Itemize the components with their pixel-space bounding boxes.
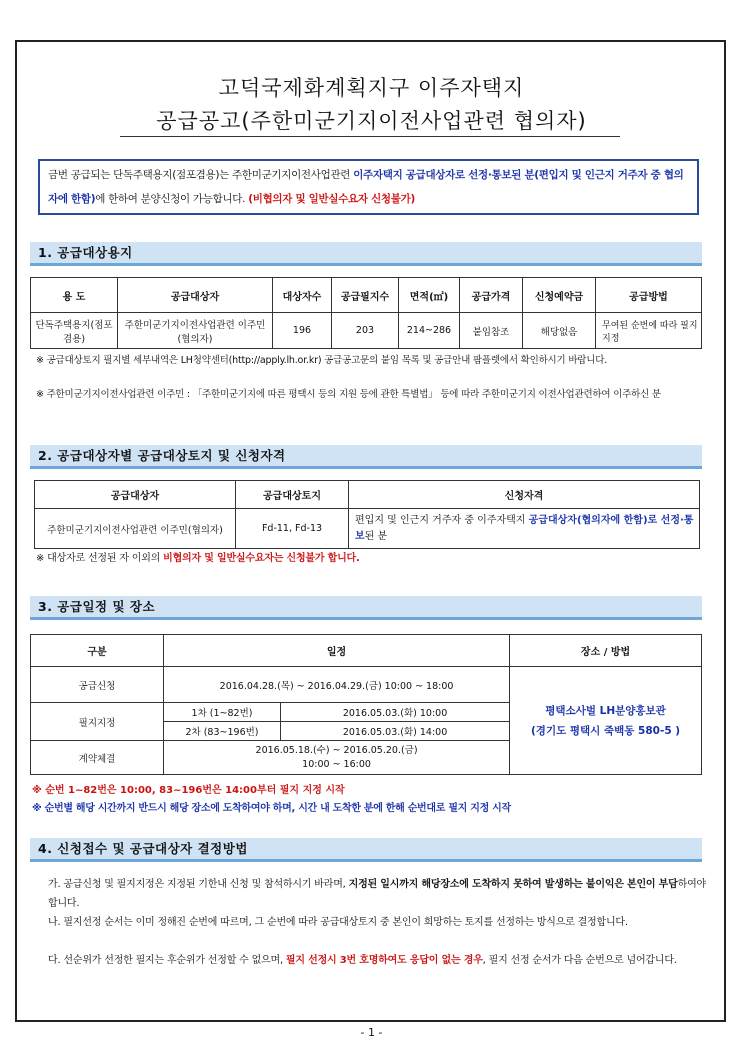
cell-contract-label: 계약체결	[31, 741, 164, 775]
table-header: 대상자수	[273, 278, 332, 313]
cell-deposit: 해당없음	[523, 313, 596, 349]
cell-area: 214~286	[399, 313, 460, 349]
cell-lot-date-1: 2016.05.03.(화) 10:00	[281, 703, 510, 722]
da-red: 필지 선정시 3번 호명하여도 응답이 없는 경우	[285, 955, 483, 966]
page-number: - 1 -	[360, 1026, 383, 1039]
table-row	[31, 313, 702, 349]
section-3-heading: 3. 공급일정 및 장소	[30, 596, 702, 620]
cell-price: 붙임참조	[460, 313, 523, 349]
notice-restriction: (비협의자 및 일반실수요자 신청불가)	[248, 193, 415, 205]
notice-box	[38, 159, 699, 215]
ga-suffix: 하여야 합니다.	[48, 879, 706, 909]
alert-lot-times: ※ 순번 1~82번은 10:00, 83~196번은 14:00부터 필지 지정 시작	[32, 785, 345, 796]
title-line-1: 고덕국제화계획지구 이주자택지	[218, 76, 525, 100]
da-suffix: , 필지 선정 순서가 다음 순번으로 넘어갑니다.	[482, 955, 677, 966]
table-header: 공급대상자	[35, 481, 236, 509]
alert-arrival: ※ 순번별 해당 시간까지 반드시 해당 장소에 도착하여야 하며, 시간 내 도착한 분에 한해 순번대로 필지 지정 시작	[32, 803, 511, 814]
cell-qualification	[349, 509, 700, 549]
title-line-2: 공급공고(주한미군기지이전사업관련 협의자)	[156, 109, 587, 133]
ga-text: 가. 공급신청 및 필지지정은 지정된 기한내 신청 및 참석하시기 바라며,	[48, 879, 349, 890]
place-address: (경기도 평택시 죽백동 580-5 )	[531, 724, 681, 737]
cell-use: 단독주택용지(점포겸용)	[31, 313, 118, 349]
title-underline	[120, 136, 620, 137]
note-relocatee-definition: ※ 주한미군기지이전사업관련 이주민 : 「주한미군기지에 따른 평택시 등의 지원 등에 관한 특별법」 등에 따라 주한미군기지 이전사업관련하여 이주하신 분	[36, 389, 661, 400]
notice-text: 금번 공급되는 단독주택용지(점포겸용)는 주한미군기지이전사업관련	[48, 169, 354, 181]
table-row	[31, 667, 702, 703]
notice-eligibility: 이주자택지 공급대상자로 선정·통보된 분(편입지 및 인근지 거주자 중 협의자에 한함)	[48, 169, 684, 205]
da-text: 다. 선순위가 선정한 필지는 후순위가 선정할 수 없으며,	[48, 955, 286, 966]
contract-date-range: 2016.05.18.(수) ~ 2016.05.20.(금)	[255, 744, 418, 756]
note-restriction-red: 비협의자 및 일반실수요자는 신청불가 합니다.	[163, 553, 360, 564]
cell-count: 196	[273, 313, 332, 349]
table-header: 용 도	[31, 278, 118, 313]
cell-apply-date: 2016.04.28.(목) ~ 2016.04.29.(금) 10:00 ~ 18:00	[164, 667, 510, 703]
table-header: 구분	[31, 635, 164, 667]
paragraph-na: 나. 필지선정 순서는 이미 정해진 순번에 따르며, 그 순번에 따라 공급대상토지 중 본인이 희망하는 토지를 선정하는 방식으로 결정합니다.	[48, 917, 628, 928]
place-name: 평택소사벌 LH분양홍보관	[545, 704, 666, 717]
section-4-heading: 4. 신청접수 및 공급대상자 결정방법	[30, 838, 702, 862]
cell-place	[510, 667, 702, 775]
table-header-row	[31, 635, 702, 667]
cell-lot-date-2: 2016.05.03.(화) 14:00	[281, 722, 510, 741]
table-header: 신청예약금	[523, 278, 596, 313]
cell-lot-round-2: 2차 (83~196번)	[164, 722, 281, 741]
cell-lot-round-1: 1차 (1~82번)	[164, 703, 281, 722]
cell-lots: 203	[332, 313, 399, 349]
section-1-heading: 1. 공급대상용지	[30, 242, 702, 266]
note-lot-details: ※ 공급대상토지 필지별 세부내역은 LH청약센터(http://apply.lh.or.kr) 공급공고문의 붙임 목록 및 공급안내 팜플렛에서 확인하시기 바랍니다.	[36, 355, 608, 366]
notice-text-2: 에 한하여 분양신청이 가능합니다.	[95, 193, 249, 205]
qualification-highlight: 공급대상자(협의자에 한함)로 선정·통보	[355, 514, 694, 542]
cell-lot-label: 필지지정	[31, 703, 164, 741]
cell-apply-label: 공급신청	[31, 667, 164, 703]
note-restriction	[36, 551, 704, 567]
table-header: 공급가격	[460, 278, 523, 313]
eligibility-table	[34, 480, 700, 549]
ga-bold: 지정된 일시까지 해당장소에 도착하지 못하여 발생하는 불이익은 본인이 부담	[348, 879, 678, 890]
table-header-row	[35, 481, 700, 509]
table-header: 면적(㎡)	[399, 278, 460, 313]
section-2-heading: 2. 공급대상자별 공급대상토지 및 신청자격	[30, 445, 702, 469]
cell-method: 무여된 순번에 따라 필지 지정	[596, 313, 702, 349]
table-header: 신청자격	[349, 481, 700, 509]
schedule-table	[30, 634, 702, 775]
table-row	[35, 509, 700, 549]
contract-time-range: 10:00 ~ 16:00	[302, 758, 371, 770]
cell-target: 주한미군기지이전사업관련 이주민(협의자)	[35, 509, 236, 549]
table-header: 공급방법	[596, 278, 702, 313]
paragraph-ga	[48, 875, 708, 913]
table-header: 일정	[164, 635, 510, 667]
table-header-row	[31, 278, 702, 313]
table-header: 장소 / 방법	[510, 635, 702, 667]
cell-target: 주한미군기지이전사업관련 이주민(협의자)	[118, 313, 273, 349]
cell-contract-date	[164, 741, 510, 775]
paragraph-da	[48, 951, 708, 970]
qualification-text: 편입지 및 인근지 거주자 중 이주자택지	[355, 514, 529, 526]
table-header: 공급대상토지	[236, 481, 349, 509]
supply-land-table	[30, 277, 702, 349]
note-prefix: ※ 대상자로 선정된 자 이외의	[36, 553, 164, 564]
table-header: 공급필지수	[332, 278, 399, 313]
qualification-text-2: 된 분	[364, 530, 388, 542]
table-header: 공급대상자	[118, 278, 273, 313]
cell-land: Fd-11, Fd-13	[236, 509, 349, 549]
